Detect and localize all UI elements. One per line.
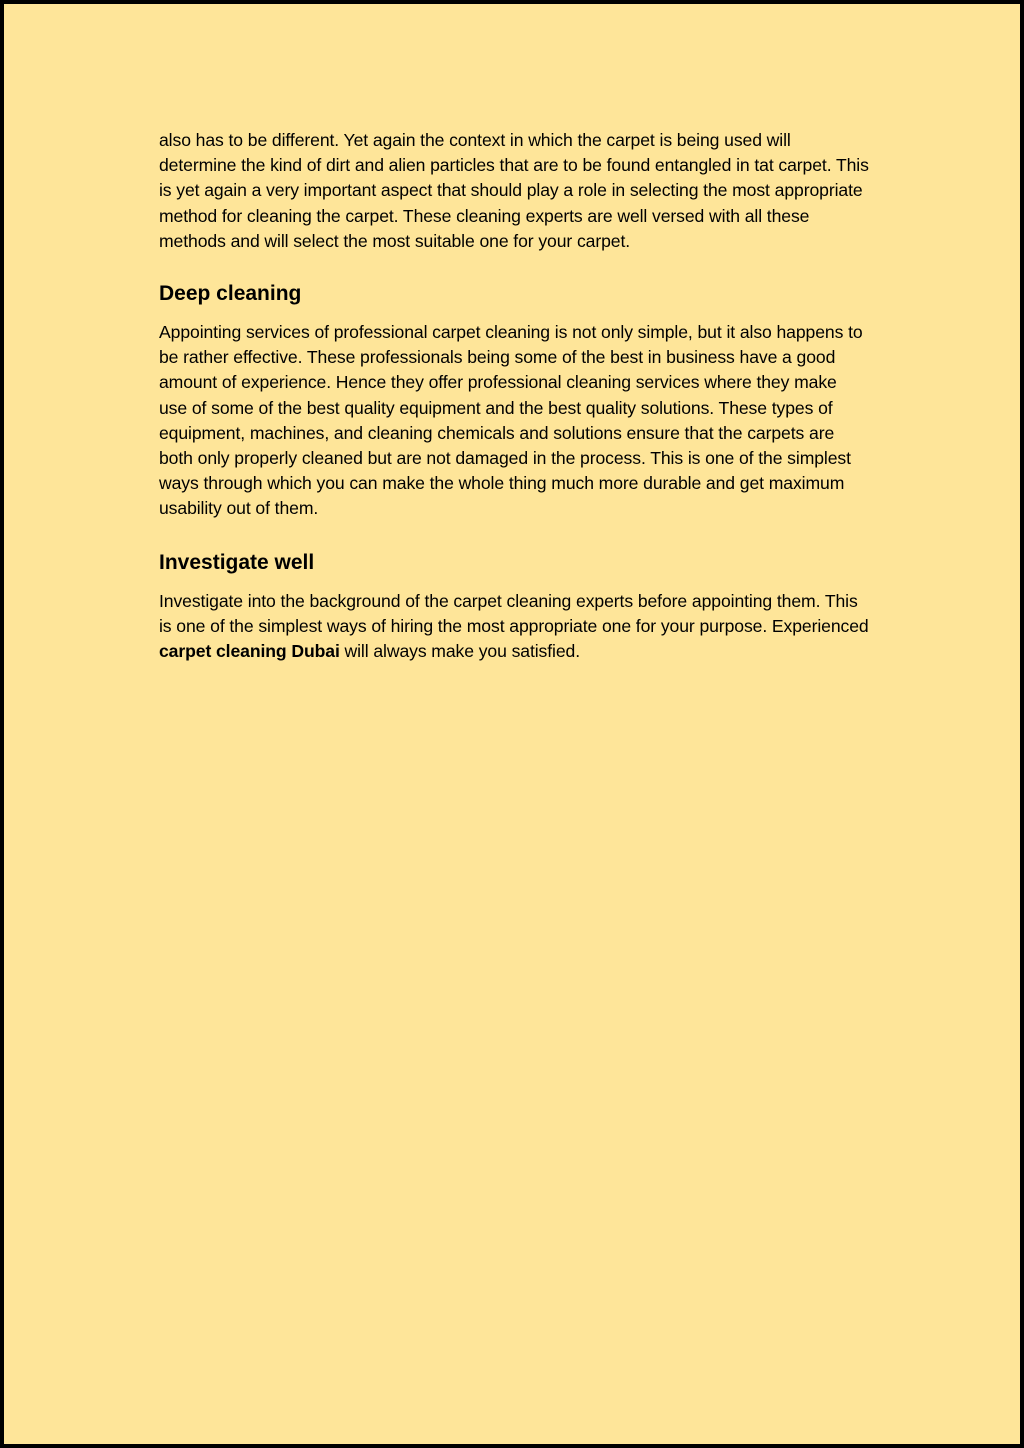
carpet-cleaning-dubai-keyword: carpet cleaning Dubai (159, 641, 340, 662)
investigate-text-start: Investigate into the background of the carpet cleaning experts before appointing them. This is one of the simplest ways of hiring the most appropriate one for your purpose. Experienced (159, 590, 869, 636)
section-heading-investigate-well: Investigate well (159, 550, 315, 574)
investigate-well-paragraph (159, 589, 869, 665)
investigate-text-end: will always make you satisfied. (339, 641, 581, 662)
deep-cleaning-paragraph: Appointing services of professional carpet cleaning is not only simple, but it also happens to be rather effective. These professionals being some of the best in business have a good amount of experience. Hence they offer professional cleaning services where they make use of some of the best quality equipment and the best quality solutions. These types of equipment, machines, and cleaning chemicals and solutions ensure that the carpets are both only properly cleaned but are not damaged in the process. This is one of the simplest ways through which you can make the whole thing much more durable and get maximum usability out of them. (159, 322, 863, 519)
intro-paragraph: also has to be different. Yet again the context in which the carpet is being used will determine the kind of dirt and alien particles that are to be found entangled in tat carpet. This is yet again a very important aspect that should play a role in selecting the most appropriate method for cleaning the carpet. These cleaning experts are well versed with all these methods and will select the most suitable one for your carpet. (159, 130, 869, 251)
page-content (159, 128, 869, 664)
section-heading-deep-cleaning: Deep cleaning (159, 282, 302, 306)
